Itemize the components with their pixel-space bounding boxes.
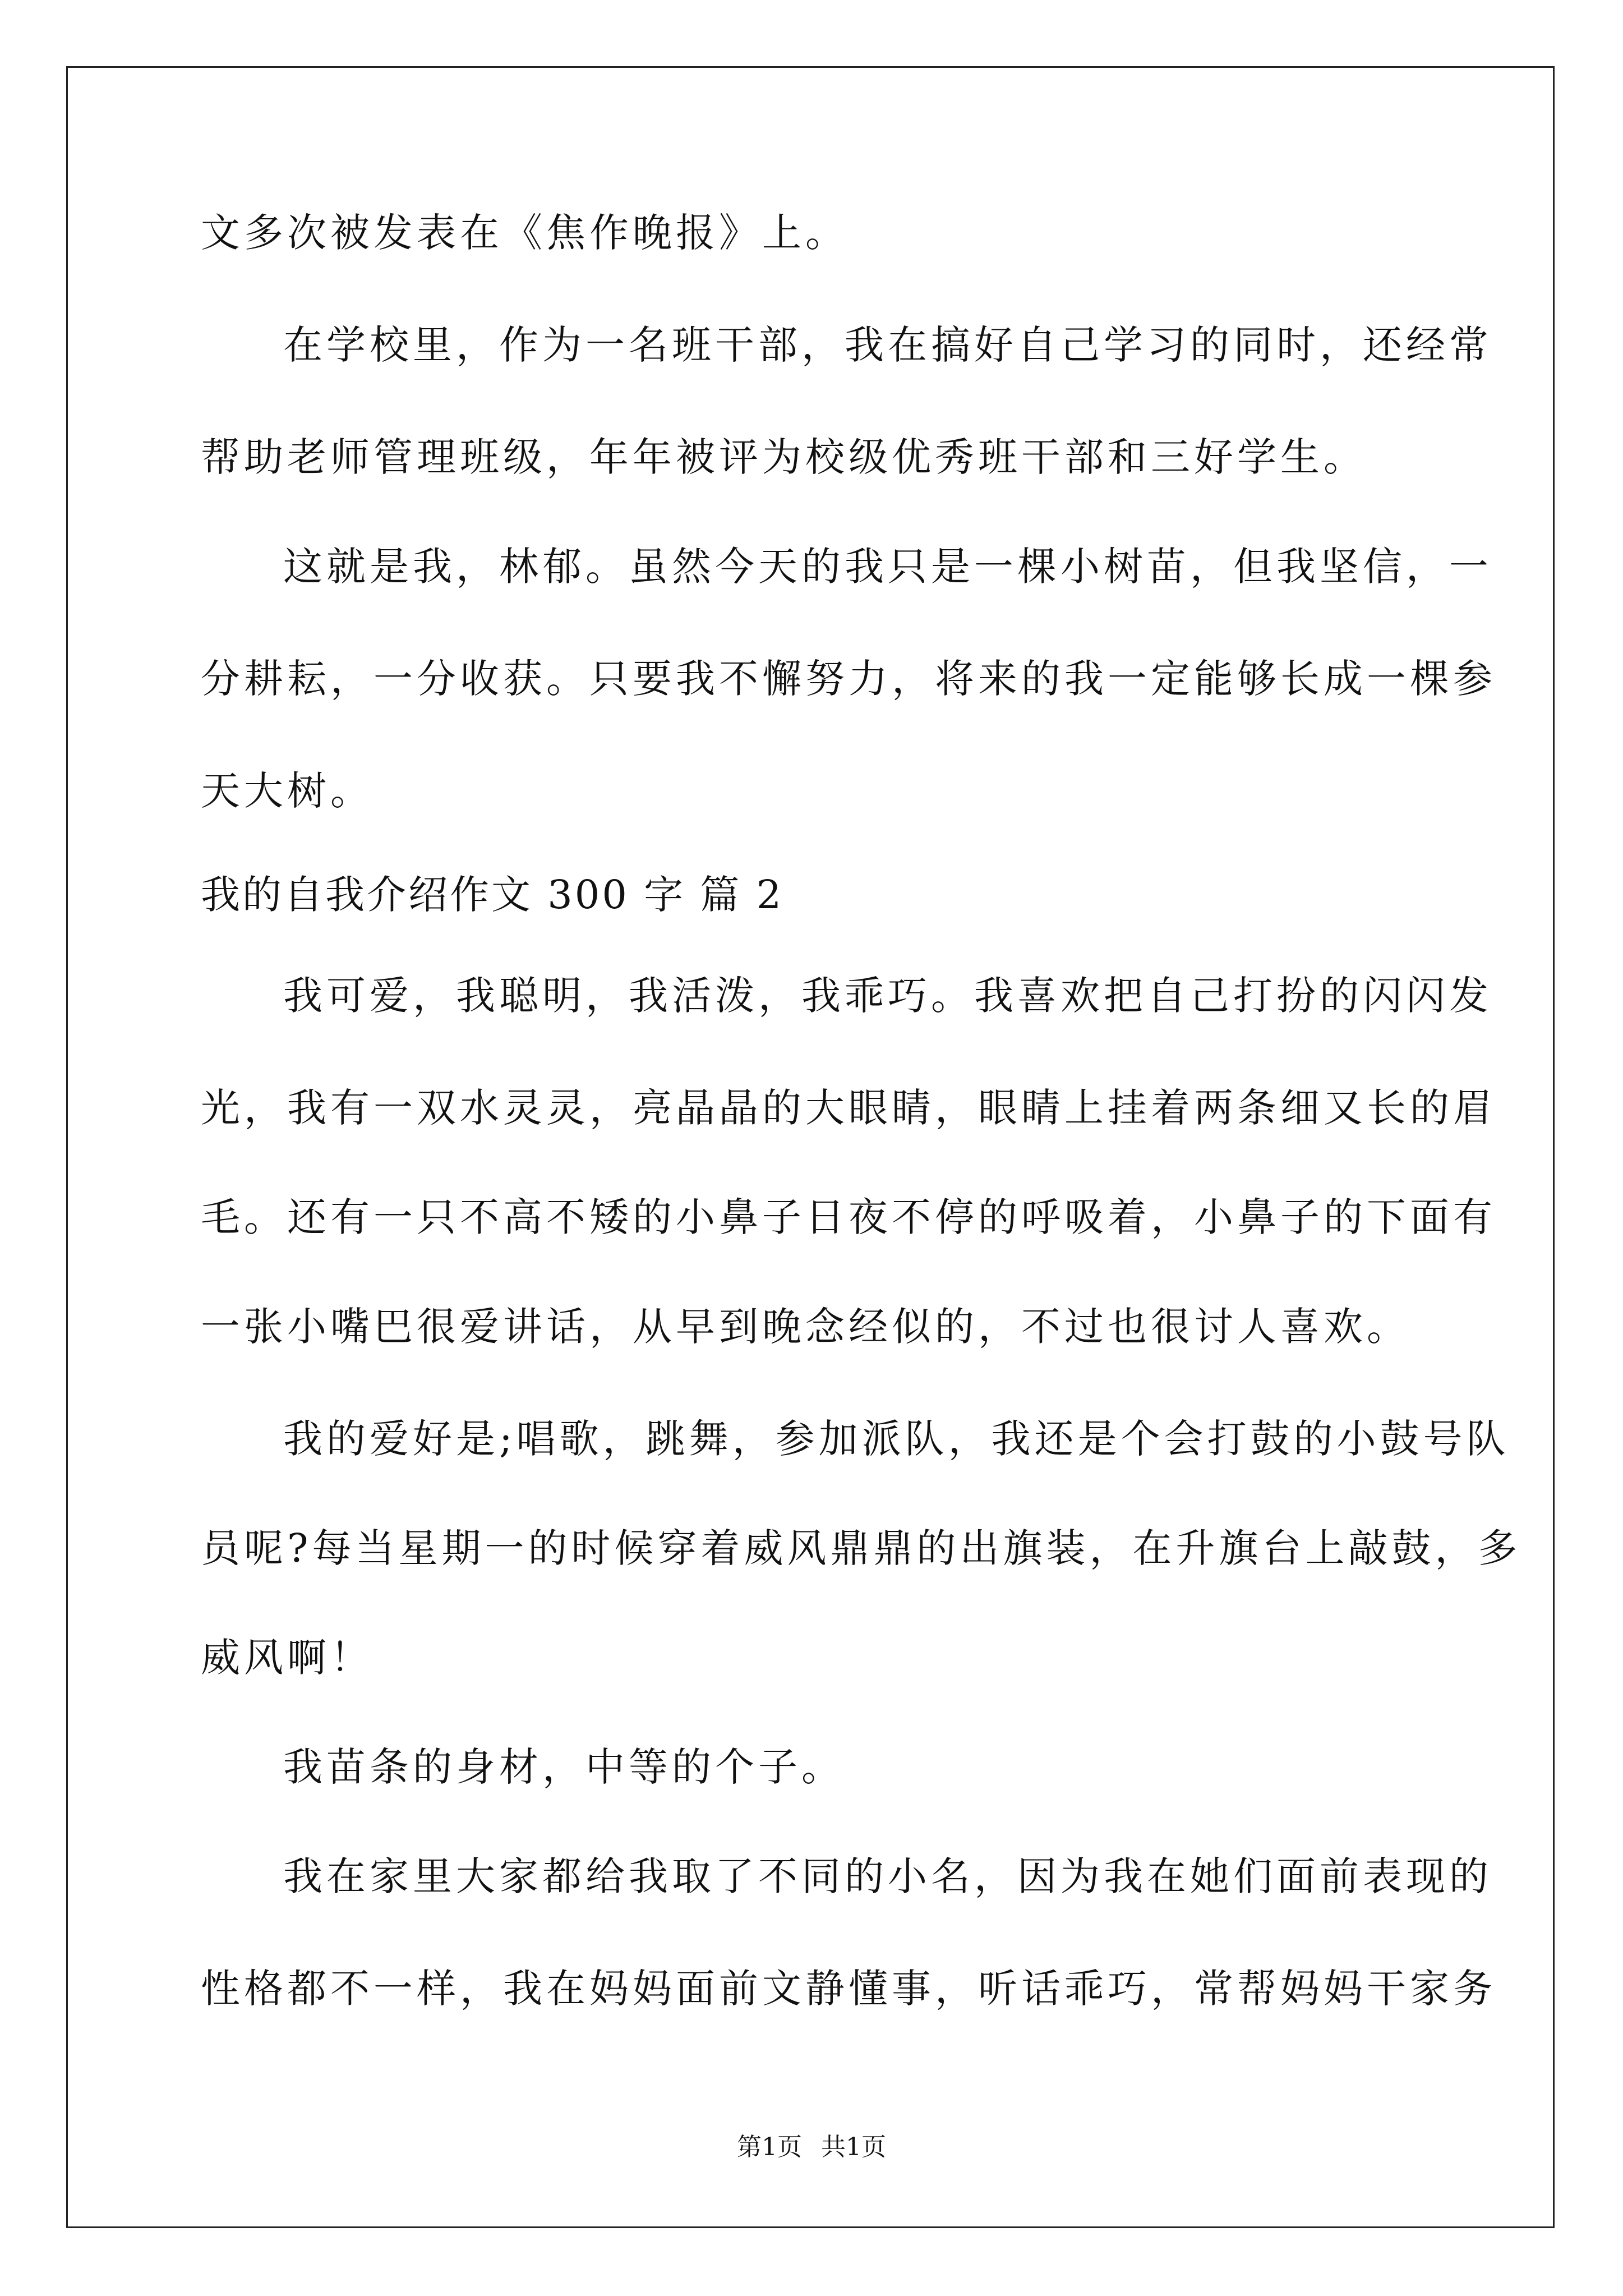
page-number: 第1页 xyxy=(737,2133,802,2161)
paragraph-line: 我苗条的身材，中等的个子。 xyxy=(283,1744,845,1790)
paragraph-line: 威风啊！ xyxy=(201,1635,374,1681)
paragraph-line: 我在家里大家都给我取了不同的小名，因为我在她们面前表现的 xyxy=(283,1853,1492,1899)
paragraph-line: 毛。还有一只不高不矮的小鼻子日夜不停的呼吸着，小鼻子的下面有 xyxy=(201,1194,1496,1240)
paragraph-line: 在学校里，作为一名班干部，我在搞好自己学习的同时，还经常 xyxy=(283,322,1492,368)
paragraph-line: 我的爱好是;唱歌，跳舞，参加派队，我还是个会打鼓的小鼓号队 xyxy=(283,1416,1510,1462)
paragraph-line: 性格都不一样，我在妈妈面前文静懂事，听话乖巧，常帮妈妈干家务 xyxy=(201,1966,1496,2012)
paragraph-line: 分耕耘，一分收获。只要我不懈努力，将来的我一定能够长成一棵参 xyxy=(201,656,1496,702)
paragraph-line: 员呢?每当星期一的时候穿着威风鼎鼎的出旗装，在升旗台上敲鼓，多 xyxy=(201,1525,1521,1571)
paragraph-line: 光，我有一双水灵灵，亮晶晶的大眼睛，眼睛上挂着两条细又长的眉 xyxy=(201,1085,1496,1131)
paragraph-line: 天大树。 xyxy=(201,768,374,814)
paragraph-line: 帮助老师管理班级，年年被评为校级优秀班干部和三好学生。 xyxy=(201,434,1367,480)
paragraph-line: 这就是我，林郁。虽然今天的我只是一棵小树苗，但我坚信，一 xyxy=(283,544,1492,590)
paragraph-line: 文多次被发表在《焦作晚报》上。 xyxy=(201,210,849,256)
section-heading: 我的自我介绍作文 300 字 篇 2 xyxy=(201,872,784,918)
page-footer xyxy=(0,2131,1623,2164)
page-border xyxy=(66,66,1555,2228)
page-total: 共1页 xyxy=(821,2133,886,2161)
paragraph-line: 一张小嘴巴很爱讲话，从早到晚念经似的，不过也很讨人喜欢。 xyxy=(201,1304,1410,1350)
paragraph-line: 我可爱，我聪明，我活泼，我乖巧。我喜欢把自己打扮的闪闪发 xyxy=(283,973,1492,1019)
